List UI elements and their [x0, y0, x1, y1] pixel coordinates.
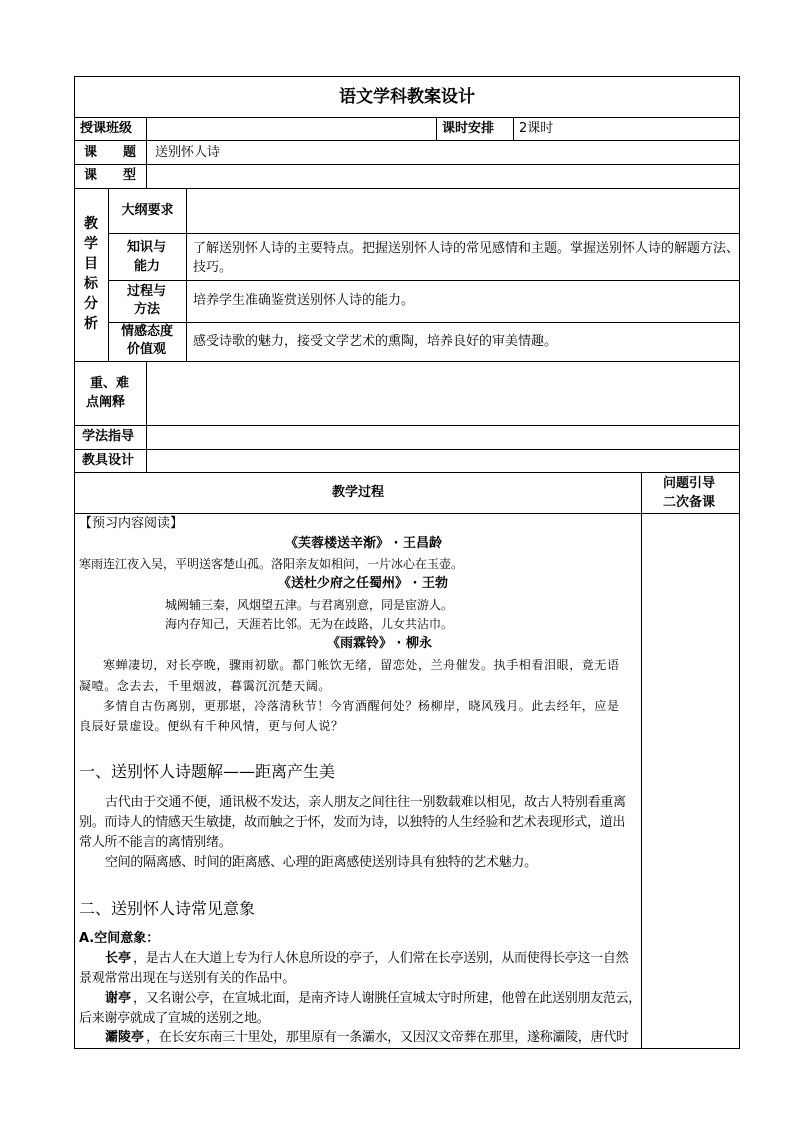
row-divider	[74, 449, 740, 450]
poem-title: 《送杜少府之任蜀州》 · 王勃	[278, 576, 448, 591]
objectives-side-label: 学	[84, 236, 98, 252]
col-divider	[186, 188, 187, 361]
poem-line: 良辰好景虚设。便纵有千种风情，更与何人说？	[79, 719, 344, 733]
poem-line: 寒蝉凄切，对长亭晚，骤雨初歇。都门帐饮无绪，留恋处，兰舟催发。执手相看泪眼，竟无语	[103, 658, 620, 672]
objectives-side-label: 析	[84, 316, 98, 332]
preview-heading: 【预习内容阅读】	[79, 516, 184, 531]
document-title: 语文学科教案设计	[339, 87, 475, 107]
tools-label: 教具设计	[82, 453, 135, 468]
focus-label: 点阐释	[86, 395, 126, 410]
poem-line: 城阙辅三秦，风烟望五津。与君离别意，同是宦游人。	[165, 598, 454, 612]
row-divider	[74, 425, 740, 426]
topic-value: 送别怀人诗	[155, 145, 221, 160]
term-text: ，是古人在大道上专为行人休息所设的亭子，人们常在长亭送别，从而使得长亭这一自然	[133, 951, 629, 966]
table-border-bottom	[74, 1048, 740, 1049]
section-paragraph: 常人所不能言的离情别绪。	[79, 835, 232, 850]
focus-label: 重、难	[90, 376, 130, 391]
knowledge-label: 能力	[134, 259, 161, 274]
term: 灞陵亭	[105, 1030, 145, 1045]
term-text: 景观常常出现在与送别有关的作品中。	[79, 971, 295, 986]
objectives-side-label: 教	[84, 216, 98, 232]
table-border-left	[74, 76, 75, 1049]
section-heading: 二、送别怀人诗常见意象	[79, 899, 256, 918]
poem-title: 《芙蓉楼送辛渐》 · 王昌龄	[285, 536, 442, 551]
section-heading: 一、送别怀人诗题解——距离产生美	[79, 762, 336, 781]
objectives-side-label: 分	[84, 296, 98, 312]
process-text: 培养学生准确鉴赏送别怀人诗的能力。	[193, 293, 415, 308]
type-label: 课 型	[84, 168, 137, 183]
schedule-label: 课时安排	[442, 121, 495, 136]
col-divider	[513, 117, 514, 140]
row-divider	[74, 188, 740, 189]
section-paragraph: 别。而诗人的情感天生敏捷，故而触之于怀，发而为诗，以独特的人生经验和艺术表现形式，道出	[79, 815, 626, 830]
process-header: 教学过程	[331, 485, 384, 500]
col-divider	[641, 472, 642, 1048]
knowledge-text: 技巧。	[193, 260, 233, 275]
process-label: 方法	[134, 302, 161, 317]
row-divider	[108, 233, 740, 234]
row-divider	[74, 164, 740, 165]
poem-line: 寒雨连江夜入吴，平明送客楚山孤。洛阳亲友如相问，一片冰心在玉壶。	[79, 557, 464, 571]
side-header: 二次备课	[663, 495, 716, 510]
knowledge-text: 了解送别怀人诗的主要特点。把握送别怀人诗的常见感情和主题。掌握送别怀人诗的解题方法、	[193, 241, 740, 256]
row-divider	[74, 117, 740, 118]
row-divider	[108, 322, 740, 323]
term: 长亭	[105, 951, 132, 966]
section-paragraph: 古代由于交通不便，通讯极不发达，亲人朋友之间往往一别数载难以相见，故古人特别看重离	[105, 795, 626, 810]
poem-line: 多情自古伤离别，更那堪，冷落清秋节！今宵酒醒何处？杨柳岸，晓风残月。此去经年，应是	[103, 699, 620, 713]
row-divider	[74, 361, 740, 362]
term-text: 后来谢亭就成了宣城的送别之地。	[79, 1011, 270, 1026]
poem-line: 凝噎。念去去，千里烟波，暮霭沉沉楚天阔。	[79, 679, 332, 693]
class-label: 授课班级	[80, 121, 133, 136]
topic-label: 课 题	[84, 145, 137, 160]
schedule-value: 2课时	[519, 121, 554, 136]
poem-title: 《雨霖铃》 · 柳永	[327, 636, 432, 651]
section-paragraph: 空间的隔离感、时间的距离感、心理的距离感使送别诗具有独特的艺术魅力。	[105, 855, 537, 870]
term-text: ，在长安东南三十里处，那里原有一条灞水，又因汉文帝葬在那里，遂称灞陵，唐代时	[146, 1030, 629, 1045]
objectives-side-label: 目	[84, 256, 98, 272]
attitude-label: 价值观	[127, 342, 167, 357]
attitude-label: 情感态度	[121, 324, 174, 339]
knowledge-label: 知识与	[127, 240, 167, 255]
row-divider	[108, 280, 740, 281]
syllabus-label: 大纲要求	[121, 203, 174, 218]
col-divider	[146, 117, 147, 188]
row-divider	[74, 140, 740, 141]
col-divider	[146, 361, 147, 472]
attitude-text: 感受诗歌的魅力，接受文学艺术的熏陶，培养良好的审美情趣。	[193, 334, 558, 349]
col-divider	[436, 117, 437, 140]
process-label: 过程与	[127, 284, 167, 299]
sub-heading: A.空间意象：	[79, 931, 160, 946]
term-text: ，又名谢公亭，在宣城北面，是南齐诗人谢朓任宣城太守时所建，他曾在此送别朋友范云，	[133, 991, 642, 1006]
term: 谢亭	[105, 991, 132, 1006]
poem-line: 海内存知己，天涯若比邻。无为在歧路，儿女共沾巾。	[165, 617, 454, 631]
objectives-side-label: 标	[84, 276, 98, 292]
method-label: 学法指导	[82, 429, 135, 444]
side-header: 问题引导	[663, 476, 716, 491]
table-border-right	[739, 76, 740, 1049]
